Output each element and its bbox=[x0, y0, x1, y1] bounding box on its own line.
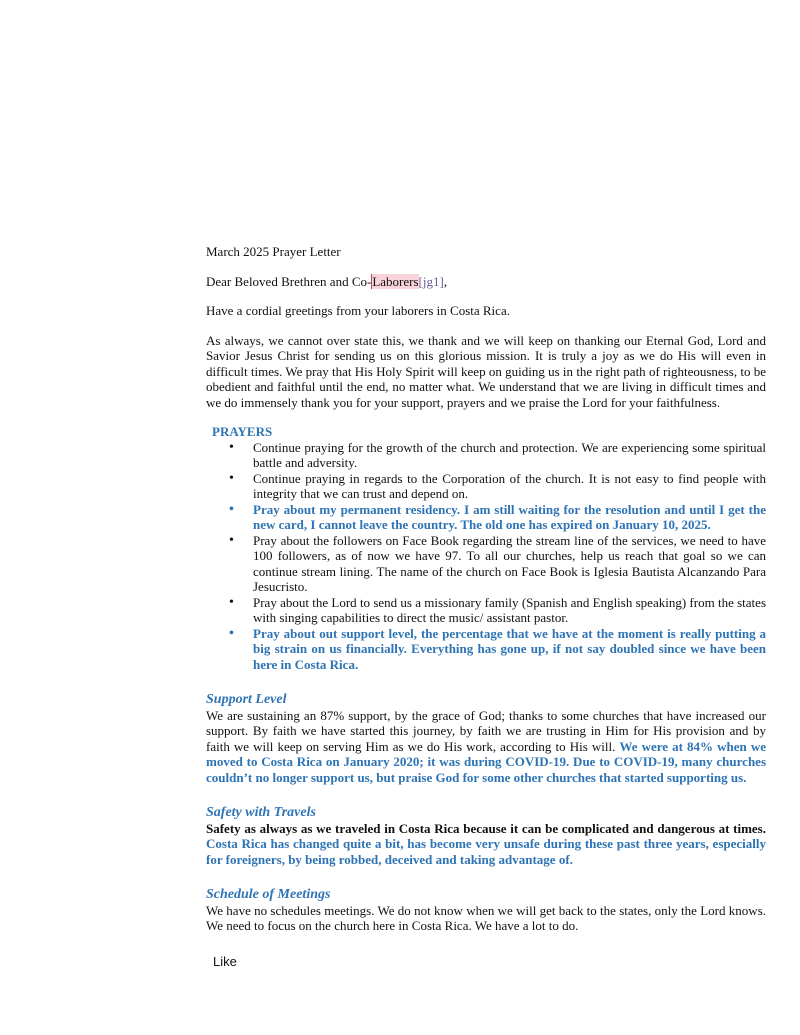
list-item: • Pray about the followers on Face Book regarding the stream line of the services, we need to have 100 followers, as of now we have 97. To all our churches, help us reach that goal so we can continue stream lining. The name of the church on Face Book is Iglesia Bautista Alcanzando Para Jesucristo. bbox=[206, 533, 766, 595]
list-item: • Continue praying in regards to the Corporation of the church. It is not easy to find people with integrity that we can trust and depend on. bbox=[206, 471, 766, 502]
safety-bold-text: Safety as always as we traveled in Costa Rica because it can be complicated and dangerous at times. bbox=[206, 820, 766, 836]
greeting: Have a cordial greetings from your laborers in Costa Rica. bbox=[206, 303, 510, 318]
list-item: • Pray about out support level, the percentage that we have at the moment is really putting a big strain on us financially. Everything has gone up, if not say doubled since we have been here in Costa Rica. bbox=[206, 626, 766, 673]
schedule-heading: Schedule of Meetings bbox=[206, 887, 331, 902]
commented-text[interactable]: Laborers bbox=[372, 273, 419, 289]
support-text: We are sustaining an 87% support, by the grace of God; thanks to some churches that have increased our support. By faith we have started this journey, by faith we are trusting in Him for His provision and by faith we will keep on serving Him as we do His work, according to His will. bbox=[206, 707, 766, 754]
support-paragraph bbox=[206, 708, 766, 786]
schedule-paragraph: We have no schedules meetings. We do not know when we will get back to the states, only the Lord knows. We need to focus on the church here in Costa Rica. We have a lot to do. bbox=[206, 902, 766, 933]
letter-body bbox=[206, 244, 766, 934]
salutation-prefix: Dear Beloved Brethren and Co- bbox=[206, 273, 372, 289]
safety-heading: Safety with Travels bbox=[206, 805, 316, 820]
prayers-heading: PRAYERS bbox=[212, 424, 273, 439]
safety-blue-text: Costa Rica has changed quite a bit, has become very unsafe during these past three years, especially for foreigners, by being robbed, deceived and taking advantage of. bbox=[206, 836, 766, 867]
letter-title: March 2025 Prayer Letter bbox=[206, 244, 341, 259]
list-item: • Pray about my permanent residency. I am still waiting for the resolution and until I get the new card, I cannot leave the country. The old one has expired on January 10, 2025. bbox=[206, 502, 766, 533]
salutation bbox=[206, 274, 766, 290]
intro-paragraph: As always, we cannot over state this, we thank and we will keep on thanking our Eternal God, Lord and Savior Jesus Christ for sending us on this glorious mission. It is truly a joy as we do His will even in difficult times. We pray that His Holy Spirit will keep on guiding us in the right path of righteousness, to be obedient and faithful until the end, no matter what. We understand that we are living in difficult times and we do immensely thank you for your support, prayers and we praise the Lord for your faithfulness. bbox=[206, 332, 766, 410]
safety-paragraph bbox=[206, 821, 766, 868]
list-item: • Pray about the Lord to send us a missionary family (Spanish and English speaking) from the states with singing capabilities to direct the music/ assistant pastor. bbox=[206, 595, 766, 626]
salutation-suffix: , bbox=[443, 273, 448, 289]
comment-reference[interactable]: [jg1] bbox=[418, 273, 444, 289]
list-item: • Continue praying for the growth of the church and protection. We are experiencing some spiritual battle and adversity. bbox=[206, 440, 766, 471]
prayers-list bbox=[206, 440, 766, 673]
like-button[interactable]: Like bbox=[213, 954, 237, 969]
support-blue-text: We were at 84% when we moved to Costa Rica on January 2020; it was during COVID-19. Due to COVID-19, many churches couldn’t no longer support us, but praise God for some other churches that started supporting us. bbox=[206, 738, 766, 785]
support-heading: Support Level bbox=[206, 692, 287, 707]
